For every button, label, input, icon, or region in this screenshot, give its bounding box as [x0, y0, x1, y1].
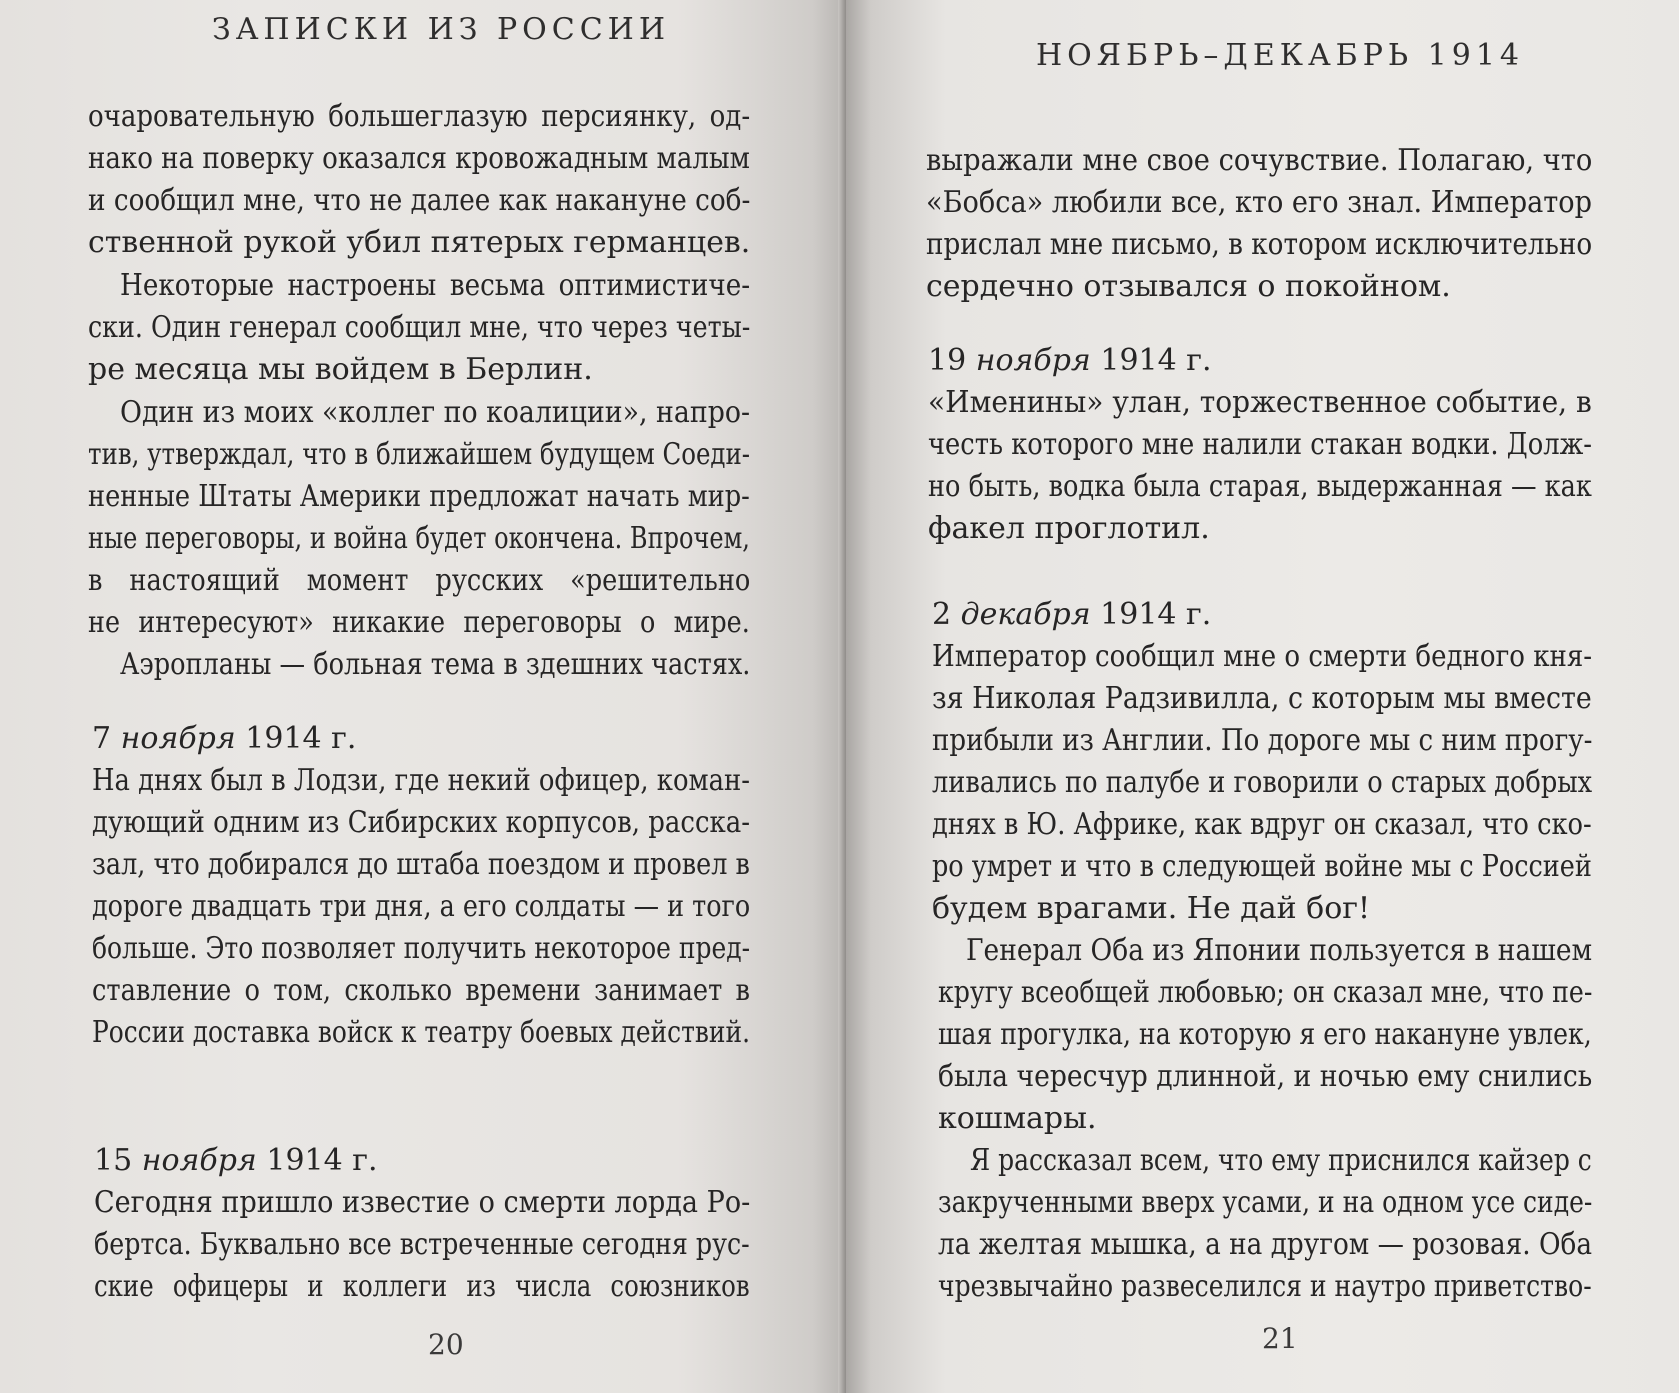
- date-year: 1914 г.: [266, 1143, 378, 1178]
- left-page-number: 20: [428, 1328, 464, 1361]
- date-year: 1914 г.: [1100, 343, 1212, 378]
- text-line: и сообщил мне, что не далее как накануне соб-: [88, 183, 751, 218]
- text-line: шая прогулка, на которую я его накануне увлек,: [938, 1017, 1592, 1052]
- right-page-number: 21: [1262, 1322, 1298, 1355]
- text-line: честь которого мне налили стакан водки. Долж-: [928, 427, 1592, 462]
- text-line: зал, что добирался до штаба поездом и провел в: [92, 847, 750, 882]
- text-line: ские офицеры и коллеги из числа союзников: [94, 1269, 750, 1304]
- left-running-head: ЗАПИСКИ ИЗ РОССИИ: [212, 12, 671, 47]
- text-line: ные переговоры, и война будет окончена. Впрочем,: [88, 521, 750, 556]
- date-month: декабря: [960, 597, 1091, 632]
- date-day: 7: [92, 721, 112, 756]
- text-line: была чересчур длинной, и ночью ему снились: [938, 1059, 1593, 1094]
- entry-date: [94, 1140, 378, 1182]
- text-line: тив, утверждал, что в ближайшем будущем Соеди-: [88, 437, 751, 472]
- text-line: дующий одним из Сибирских корпусов, расска-: [92, 805, 751, 840]
- right-page: [846, 0, 1679, 1393]
- text-line: выражали мне свое сочувствие. Полагаю, что: [926, 143, 1593, 178]
- text-line: ре месяца мы войдем в Берлин.: [88, 352, 593, 387]
- text-line: Я рассказал всем, что ему приснился кайзер с: [970, 1143, 1592, 1178]
- text-line: кошмары.: [938, 1101, 1097, 1136]
- date-month: ноября: [120, 721, 236, 756]
- date-year: 1914 г.: [1100, 597, 1212, 632]
- text-line: чрезвычайно развеселился и наутро приветство-: [938, 1269, 1592, 1304]
- text-line: очаровательную большеглазую персиянку, од-: [88, 99, 751, 134]
- text-line: но быть, водка была старая, выдержанная — как: [928, 469, 1592, 504]
- entry-date: [928, 340, 1212, 382]
- text-line: дороге двадцать три дня, а его солдаты — и того: [92, 889, 751, 924]
- text-line: Один из моих «коллег по коалиции», напро-: [120, 395, 750, 430]
- text-line: «Бобса» любили все, кто его знал. Император: [926, 185, 1593, 220]
- text-line: Аэропланы — больная тема в здешних частях.: [120, 647, 751, 682]
- text-line: факел проглотил.: [928, 511, 1210, 546]
- text-line: нако на поверку оказался кровожадным малым: [88, 141, 750, 176]
- text-line: Сегодня пришло известие о смерти лорда Ро-: [94, 1185, 751, 1220]
- text-line: кругу всеобщей любовью; он сказал мне, что пе-: [938, 975, 1593, 1010]
- text-line: больше. Это позволяет получить некоторое пред-: [92, 931, 751, 966]
- text-line: в настоящий момент русских «решительно: [88, 563, 751, 598]
- text-line: «Именины» улан, торжественное событие, в: [928, 385, 1592, 420]
- date-month: ноября: [975, 343, 1091, 378]
- entry-date: [932, 594, 1211, 636]
- text-line: ставление о том, сколько времени занимает в: [92, 973, 751, 1008]
- date-day: 2: [932, 597, 952, 632]
- text-line: сердечно отзывался о покойном.: [926, 269, 1451, 304]
- entry-date: [92, 718, 356, 760]
- text-line: не интересуют» никакие переговоры о мире.: [88, 605, 750, 640]
- date-month: ноября: [141, 1143, 257, 1178]
- text-line: Император сообщил мне о смерти бедного кня-: [932, 639, 1593, 674]
- text-line: ственной рукой убил пятерых германцев.: [88, 225, 751, 260]
- text-line: бертса. Буквально все встреченные сегодня рус-: [94, 1227, 750, 1262]
- text-line: Некоторые настроены весьма оптимистиче-: [120, 268, 751, 303]
- date-day: 15: [94, 1143, 133, 1178]
- text-line: днях в Ю. Африке, как вдруг он сказал, что ско-: [932, 807, 1592, 842]
- text-line: прислал мне письмо, в котором исключительно: [926, 227, 1593, 262]
- text-line: прибыли из Англии. По дороге мы с ним прогу-: [932, 723, 1593, 758]
- text-line: России доставка войск к театру боевых действий.: [92, 1015, 750, 1050]
- date-year: 1914 г.: [245, 721, 357, 756]
- text-line: ненные Штаты Америки предложат начать мир-: [88, 479, 750, 514]
- text-line: закрученными вверх усами, и на одном усе сиде-: [938, 1185, 1593, 1220]
- text-line: ливались по палубе и говорили о старых добрых: [932, 765, 1593, 800]
- text-line: ро умрет и что в следующей войне мы с Россией: [932, 849, 1592, 884]
- text-line: Генерал Оба из Японии пользуется в нашем: [966, 933, 1593, 968]
- text-line: На днях был в Лодзи, где некий офицер, коман-: [92, 763, 750, 798]
- text-line: ски. Один генерал сообщил мне, что через четы-: [88, 310, 751, 345]
- right-running-head: НОЯБРЬ–ДЕКАБРЬ 1914: [1036, 38, 1524, 73]
- text-line: будем врагами. Не дай бог!: [932, 891, 1371, 926]
- text-line: ла желтая мышка, а на другом — розовая. Оба: [938, 1227, 1593, 1262]
- date-day: 19: [928, 343, 967, 378]
- text-line: зя Николая Радзивилла, с которым мы вместе: [932, 681, 1592, 716]
